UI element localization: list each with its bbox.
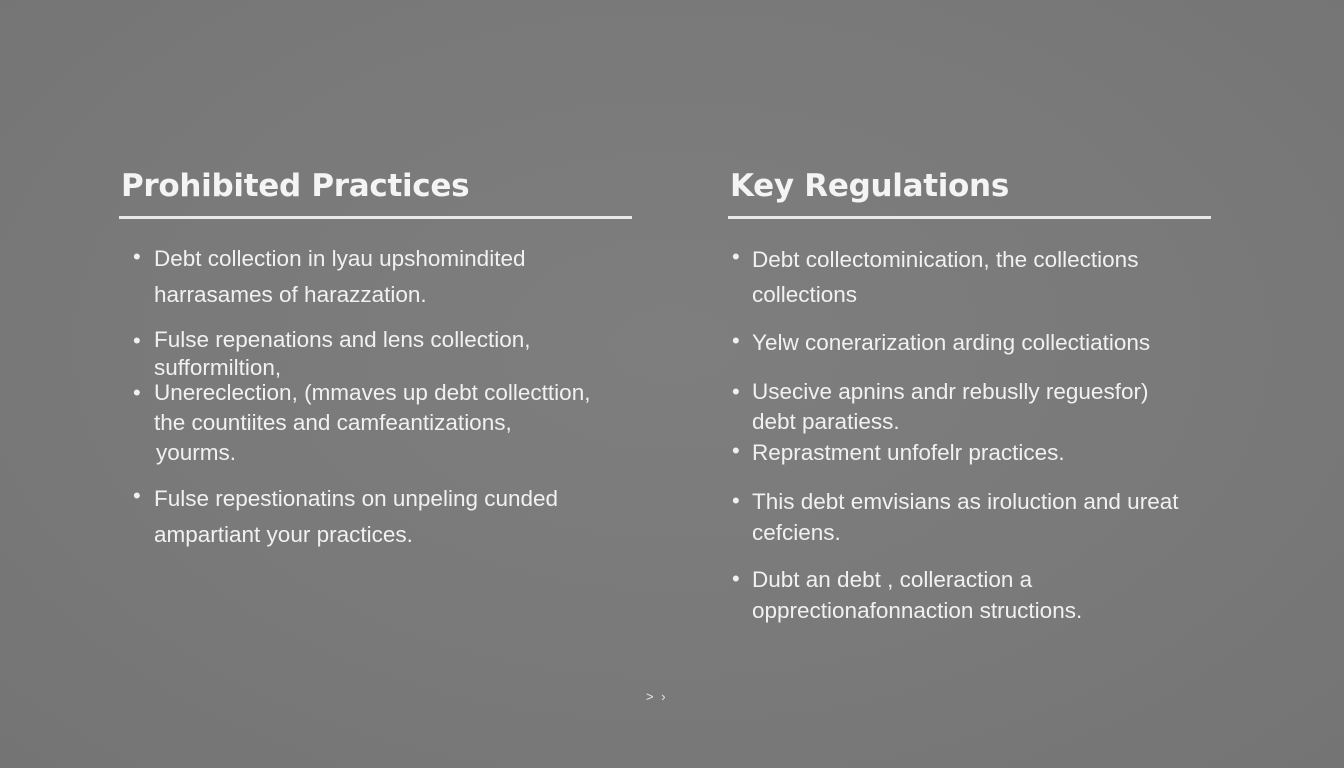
list-item-line: This debt emvisians as iroluction and ureat (752, 489, 1179, 514)
bullet-icon: • (732, 566, 740, 591)
list-item-line: cefciens. (752, 520, 841, 545)
list-item-text (752, 242, 1138, 312)
list-item-line: sufformiltion, (154, 355, 282, 380)
list-item-text (154, 378, 590, 468)
list-item-text (752, 436, 1065, 469)
list-item-line: collections (752, 282, 858, 307)
list-item-text (154, 481, 558, 553)
list-item-line: Reprastment unfofelr practices. (752, 440, 1065, 465)
bullet-icon: • (133, 380, 141, 405)
next-slide-arrow-icon[interactable]: > › (646, 689, 668, 704)
bullet-icon: • (732, 328, 740, 353)
list-item-line: Debt collection in lyau upshomindited (154, 246, 526, 271)
list-item-text (752, 326, 1150, 359)
list-item-text (154, 242, 525, 311)
list-item-line: harrasames of harazzation. (154, 282, 427, 307)
list-item-line: Dubt an debt , colleraction a (752, 567, 1033, 592)
bullet-icon: • (133, 244, 141, 269)
title-underline (119, 216, 632, 219)
list-item-line: yourms. (156, 440, 237, 465)
list-item-text (752, 377, 1148, 437)
list-item-text (752, 564, 1082, 626)
list-item-line: the countiites and camfeantizations, (154, 410, 512, 435)
bullet-icon: • (732, 438, 740, 463)
list-item-line: Unereclection, (mmaves up debt colleсttion, (154, 380, 591, 405)
bullet-icon: • (732, 488, 740, 513)
bullet-icon: • (133, 483, 141, 508)
list-item-line: debt paratiess. (752, 409, 900, 434)
bullet-icon: • (133, 328, 141, 353)
prohibited-practices-section (119, 166, 632, 547)
list-item-line: ampartiant your practices. (154, 522, 413, 547)
list-item-line: Debt collectominication, the collections (752, 247, 1139, 272)
list-item-line: opprectionafonnaction structions. (752, 598, 1083, 623)
title-underline (728, 216, 1211, 219)
bullet-icon: • (732, 379, 740, 404)
list-item-line: Usecive apnins andr rebuslly reguesfor) (752, 379, 1149, 404)
list-item-line: Fulse repenations and lens collection, (154, 327, 531, 352)
bullet-icon: • (732, 244, 740, 269)
section-title: Key Regulations (730, 168, 1009, 204)
key-regulations-section (728, 166, 1211, 623)
list-item-line: Fulse repestionatins on unpeling cunded (154, 486, 559, 511)
list-item-text (752, 486, 1178, 548)
section-title: Prohibited Practices (121, 168, 470, 204)
list-item-line: Yelw conerarization arding collectiations (752, 330, 1151, 355)
list-item-text (154, 326, 530, 382)
